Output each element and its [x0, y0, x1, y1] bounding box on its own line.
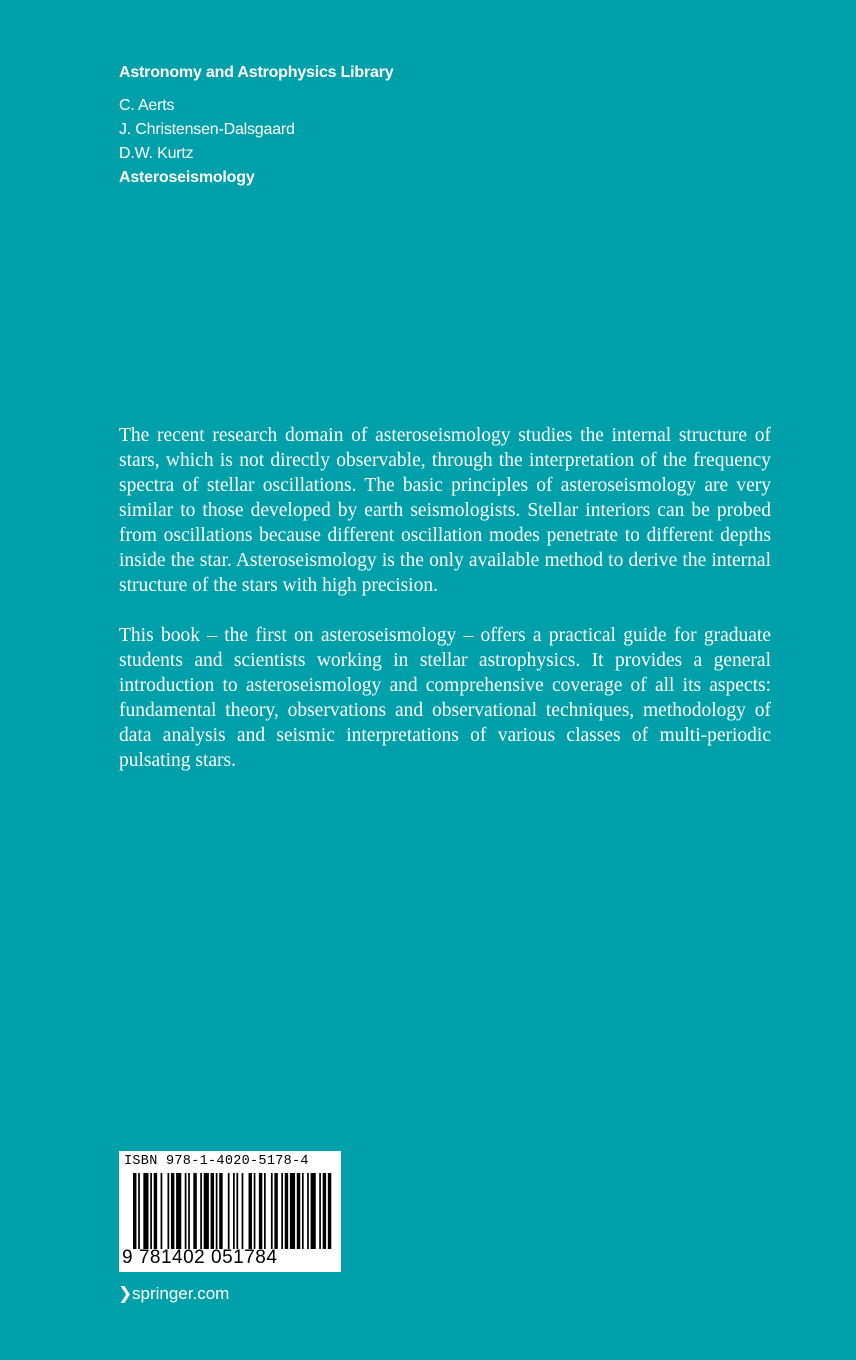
barcode-bar	[271, 1173, 273, 1249]
isbn-barcode	[119, 1151, 341, 1272]
barcode-bar	[323, 1173, 326, 1249]
barcode-bar	[236, 1173, 238, 1249]
barcode-bar	[281, 1173, 283, 1249]
back-cover-blurb	[119, 423, 771, 773]
author-name: J. Christensen-Dalsgaard	[119, 121, 295, 138]
author-name: D.W. Kurtz	[119, 145, 194, 162]
barcode-bar	[319, 1173, 321, 1249]
barcode-bar	[285, 1173, 288, 1249]
author-list	[119, 94, 719, 166]
barcode-bar	[133, 1173, 136, 1249]
barcode-bar	[216, 1173, 218, 1249]
barcode-bar	[154, 1173, 157, 1249]
barcode-bar	[193, 1173, 196, 1249]
barcode-bar	[228, 1173, 230, 1249]
barcode-bar	[171, 1173, 174, 1249]
barcode-bar	[200, 1173, 202, 1249]
chevron-right-icon: ❯	[118, 1284, 133, 1303]
barcode-bar	[259, 1173, 262, 1249]
barcode-bars	[133, 1173, 333, 1249]
barcode-bar	[138, 1173, 140, 1249]
barcode-bar	[290, 1173, 295, 1249]
barcode-bar	[328, 1173, 331, 1249]
barcode-bar	[161, 1173, 163, 1249]
author-name: C. Aerts	[119, 97, 175, 114]
barcode-bar	[176, 1173, 181, 1249]
barcode-bar	[311, 1173, 316, 1249]
barcode-bar	[307, 1173, 309, 1249]
cover-header	[119, 60, 719, 190]
barcode-bar	[254, 1173, 256, 1249]
barcode-bar	[249, 1173, 252, 1249]
publisher-website: springer.com	[132, 1284, 230, 1303]
barcode-bar	[167, 1173, 169, 1249]
barcode-bar	[274, 1173, 277, 1249]
blurb-paragraph: This book – the first on asteroseismology – offers a practical guide for graduate students and scientists working in stellar astrophysics. It provides a general introduction to asteroseismology and comprehensive coverage of all its aspects: fundamental theory, observations and observational techniques, methodology of data analysis and seismic interpretations of various classes of multi-periodic pulsating stars.	[119, 625, 771, 771]
barcode-bar	[233, 1173, 235, 1249]
publisher-link	[118, 1282, 229, 1306]
book-title: Asteroseismology	[119, 169, 255, 186]
isbn-text: ISBN 978-1-4020-5178-4	[124, 1154, 309, 1169]
barcode-bar	[302, 1173, 304, 1249]
barcode-bar	[264, 1173, 266, 1249]
barcode-bar	[297, 1173, 300, 1249]
barcode-bar	[242, 1173, 244, 1249]
barcode-bar	[219, 1173, 222, 1249]
barcode-bar	[185, 1173, 187, 1249]
series-title: Astronomy and Astrophysics Library	[119, 64, 394, 81]
barcode-bar	[143, 1173, 148, 1249]
barcode-bar	[204, 1173, 209, 1249]
barcode-bar	[150, 1173, 152, 1249]
blurb-paragraph: The recent research domain of asteroseismology studies the internal structure of stars, which is not directly observable, through the interpretation of the frequency spectra of stellar oscillations. The basic principles of asteroseismology are very similar to those developed by earth seismologists. Stellar interiors can be probed from oscillations because different oscillation modes penetrate to different depths inside the star. Asteroseismology is the only available method to derive the internal structure of the stars with high precision.	[119, 425, 771, 596]
barcode-bar	[211, 1173, 214, 1249]
barcode-bar	[188, 1173, 190, 1249]
barcode-digits: 9 781402 051784	[122, 1247, 278, 1268]
